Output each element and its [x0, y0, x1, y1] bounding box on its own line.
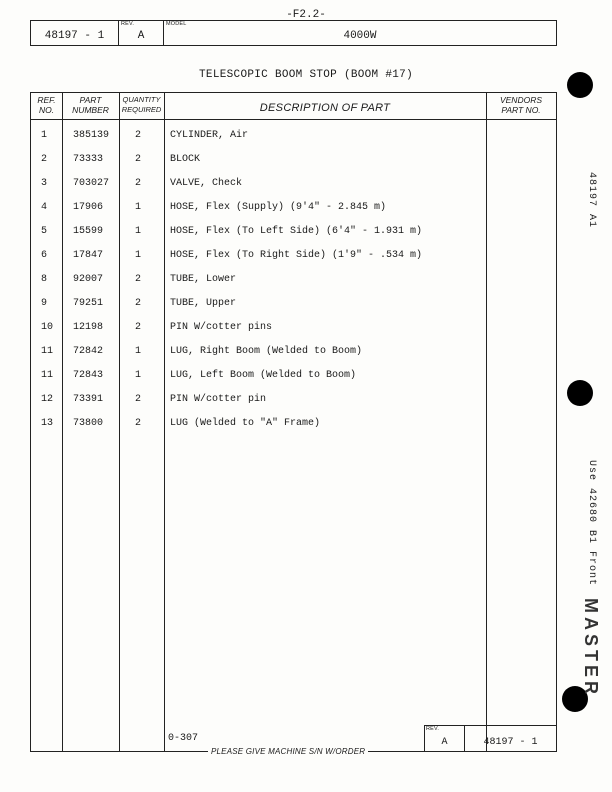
header-rev-label: REV. [121, 21, 135, 27]
cell-quantity: 2 [134, 298, 141, 309]
cell-description: BLOCK [170, 154, 201, 165]
header-model-cell [164, 21, 556, 45]
cell-description: LUG, Right Boom (Welded to Boom) [170, 346, 363, 357]
cell-part-number: 73800 [73, 418, 104, 429]
table-row [31, 322, 556, 346]
master-stamp: MASTER [581, 598, 601, 698]
table-row [31, 394, 556, 418]
cell-ref-no: 2 [41, 154, 48, 165]
cell-part-number: 703027 [73, 178, 110, 189]
parts-table [30, 92, 557, 752]
table-row [31, 370, 556, 394]
cell-quantity: 2 [134, 178, 141, 189]
cell-description: CYLINDER, Air [170, 130, 249, 141]
cell-quantity: 2 [134, 322, 141, 333]
punch-hole [567, 72, 593, 98]
cell-quantity: 2 [134, 130, 141, 141]
table-row [31, 226, 556, 250]
punch-hole [567, 380, 593, 406]
header-part-number: 48197 - 1 [44, 30, 105, 42]
page-number: -F2.2- [286, 9, 326, 21]
section-title: TELESCOPIC BOOM STOP (BOOM #17) [199, 69, 413, 81]
cell-description: TUBE, Upper [170, 298, 237, 309]
cell-quantity: 2 [134, 154, 141, 165]
cell-part-number: 17847 [73, 250, 104, 261]
cell-ref-no: 11 [41, 370, 54, 381]
cell-description: LUG (Welded to "A" Frame) [170, 418, 321, 429]
column-header-part: PART NUMBER [72, 95, 109, 115]
cell-quantity: 1 [134, 370, 141, 381]
cell-part-number: 15599 [73, 226, 104, 237]
cell-part-number: 17906 [73, 202, 104, 213]
cell-quantity: 2 [134, 418, 141, 429]
cell-description: PIN W/cotter pins [170, 322, 273, 333]
column-header-quantity: QUANTITY REQUIRED [121, 95, 162, 114]
use-note: Use 42680 B1 Front [586, 460, 597, 587]
cell-ref-no: 9 [41, 298, 48, 309]
cell-quantity: 1 [134, 250, 141, 261]
cell-ref-no: 8 [41, 274, 48, 285]
cell-ref-no: 12 [41, 394, 54, 405]
cell-ref-no: 5 [41, 226, 48, 237]
cell-description: PIN W/cotter pin [170, 394, 267, 405]
footer-rev-cell [425, 726, 465, 751]
footer-code: 0-307 [168, 733, 199, 744]
cell-part-number: 73333 [73, 154, 104, 165]
cell-description: HOSE, Flex (Supply) (9'4" - 2.845 m) [170, 202, 387, 213]
cell-part-number: 73391 [73, 394, 104, 405]
cell-part-number: 79251 [73, 298, 104, 309]
header-model: 4000W [343, 30, 377, 42]
cell-ref-no: 6 [41, 250, 48, 261]
table-row [31, 202, 556, 226]
cell-ref-no: 11 [41, 346, 54, 357]
footer-box [424, 725, 557, 752]
cell-description: HOSE, Flex (To Right Side) (1'9" - .534 m) [170, 250, 423, 261]
cell-quantity: 1 [134, 346, 141, 357]
footer-note: PLEASE GIVE MACHINE S/N W/ORDER [208, 747, 368, 756]
table-row [31, 154, 556, 178]
header-box [30, 20, 557, 46]
table-row [31, 298, 556, 322]
header-rev: A [137, 30, 145, 42]
side-code: 48197 A1 [586, 172, 597, 229]
cell-ref-no: 4 [41, 202, 48, 213]
cell-part-number: 12198 [73, 322, 104, 333]
cell-ref-no: 1 [41, 130, 48, 141]
cell-quantity: 2 [134, 394, 141, 405]
footer-part-number: 48197 - 1 [483, 737, 538, 748]
table-row [31, 130, 556, 154]
cell-description: TUBE, Lower [170, 274, 237, 285]
column-header-ref: REF. NO. [37, 95, 56, 115]
cell-description: VALVE, Check [170, 178, 243, 189]
cell-ref-no: 3 [41, 178, 48, 189]
cell-description: LUG, Left Boom (Welded to Boom) [170, 370, 357, 381]
cell-part-number: 72843 [73, 370, 104, 381]
header-divider [31, 119, 556, 120]
cell-ref-no: 10 [41, 322, 54, 333]
table-row [31, 418, 556, 442]
cell-part-number: 92007 [73, 274, 104, 285]
column-header-vendors: VENDORS PART NO. [499, 95, 543, 115]
cell-ref-no: 13 [41, 418, 54, 429]
column-header-description: DESCRIPTION OF PART [259, 102, 391, 114]
cell-part-number: 385139 [73, 130, 110, 141]
cell-quantity: 1 [134, 226, 141, 237]
cell-quantity: 1 [134, 202, 141, 213]
table-row [31, 178, 556, 202]
table-row [31, 346, 556, 370]
table-row [31, 250, 556, 274]
cell-part-number: 72842 [73, 346, 104, 357]
header-model-label: MODEL [166, 21, 187, 27]
cell-quantity: 2 [134, 274, 141, 285]
footer-rev-label: REV. [426, 726, 440, 732]
table-row [31, 274, 556, 298]
cell-description: HOSE, Flex (To Left Side) (6'4" - 1.931 m) [170, 226, 423, 237]
header-part-cell [31, 21, 119, 45]
header-rev-cell [119, 21, 164, 45]
footer-rev: A [441, 737, 448, 748]
